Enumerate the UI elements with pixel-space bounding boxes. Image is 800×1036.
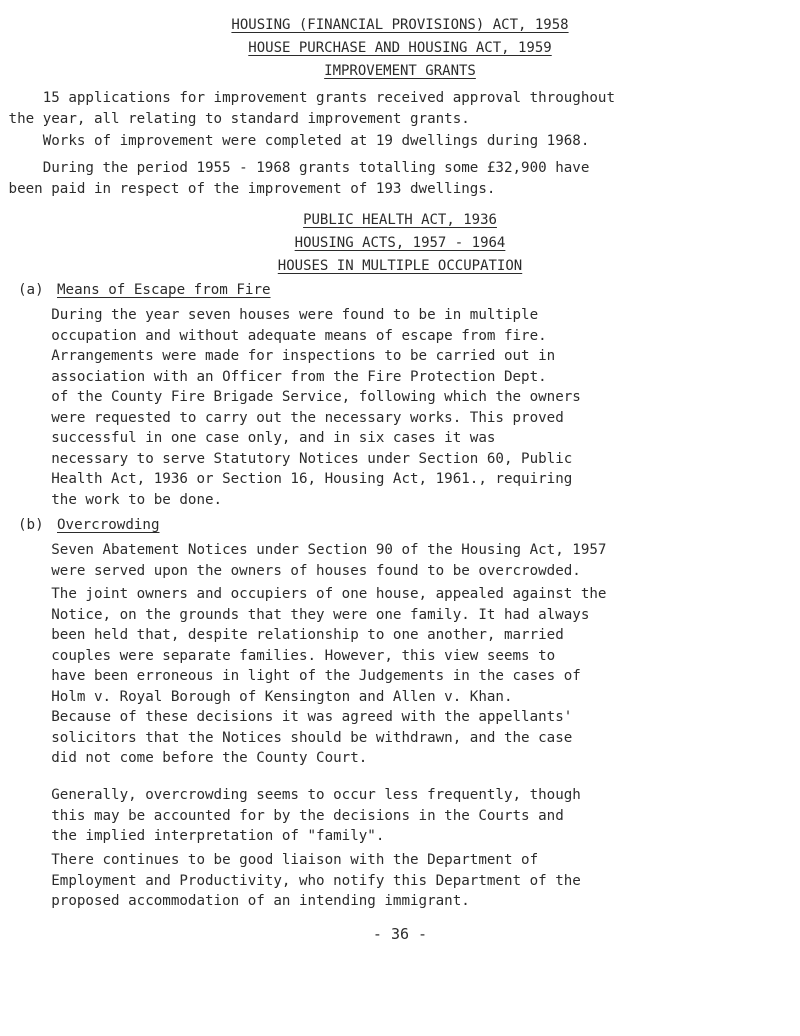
- page-number: - 36 -: [372, 925, 428, 943]
- section-b-paragraph-generally: Generally, overcrowding seems to occur less frequently, though this may be accounted for by the decisions in the Courts and the implied interpretation of "family".: [51, 787, 581, 844]
- section-b-paragraph-liaison: There continues to be good liaison with the Department of Employment and Productivity, who notify this Department of the proposed accommodation of an intending immigrant.: [51, 852, 581, 909]
- heading-multiple-occupation: HOUSES IN MULTIPLE OCCUPATION: [277, 258, 523, 274]
- section-b-title: Overcrowding: [57, 517, 160, 533]
- section-b-paragraph-appeal: The joint owners and occupiers of one house, appealed against the Notice, on the grounds that they were one family. It had always been held that, despite relationship to one another, married couples were separate families. However, this view seems to have been erroneous in light of the Judgements in the cases of Holm v. Royal Borough of Kensington and Allen v. Khan. Because of these decisions it was agreed with the appellants' solicitors that the Notices should be withdrawn, and the case did not come before the County Court.: [51, 586, 607, 766]
- paragraph-grant-applications: 15 applications for improvement grants received approval throughout the year, all relating to standard improvement grants.: [8, 90, 615, 127]
- section-a-paragraph: During the year seven houses were found to be in multiple occupation and without adequate means of escape from fire. Arrangements were made for inspections to be carried out in association with an Officer from the Fire Protection Dept. of the County Fire Brigade Service, following which the owners were requested to carry out the necessary works. This proved successful in one case only, and in six cases it was necessary to serve Statutory Notices under Section 60, Public Health Act, 1936 or Section 16, Housing Act, 1961., requiring the work to be done.: [51, 307, 581, 508]
- section-a-marker: (a): [18, 282, 44, 298]
- section-b-paragraph-notices: Seven Abatement Notices under Section 90 of the Housing Act, 1957 were served upon the owners of houses found to be overcrowded.: [51, 542, 607, 579]
- section-b-marker: (b): [18, 517, 44, 533]
- heading-housing-acts: HOUSING ACTS, 1957 - 1964: [294, 235, 506, 251]
- heading-act-1959: HOUSE PURCHASE AND HOUSING ACT, 1959: [248, 40, 552, 56]
- heading-improvement-grants: IMPROVEMENT GRANTS: [324, 63, 476, 79]
- paragraph-works-completed: Works of improvement were completed at 19 dwellings during 1968.: [0, 133, 590, 149]
- paragraph-grants-total: During the period 1955 - 1968 grants totalling some £32,900 have been paid in respect of the improvement of 193 dwellings.: [8, 160, 590, 197]
- section-a-title: Means of Escape from Fire: [57, 282, 271, 298]
- heading-public-health-act: PUBLIC HEALTH ACT, 1936: [303, 212, 497, 228]
- heading-act-1958: HOUSING (FINANCIAL PROVISIONS) ACT, 1958: [231, 17, 569, 33]
